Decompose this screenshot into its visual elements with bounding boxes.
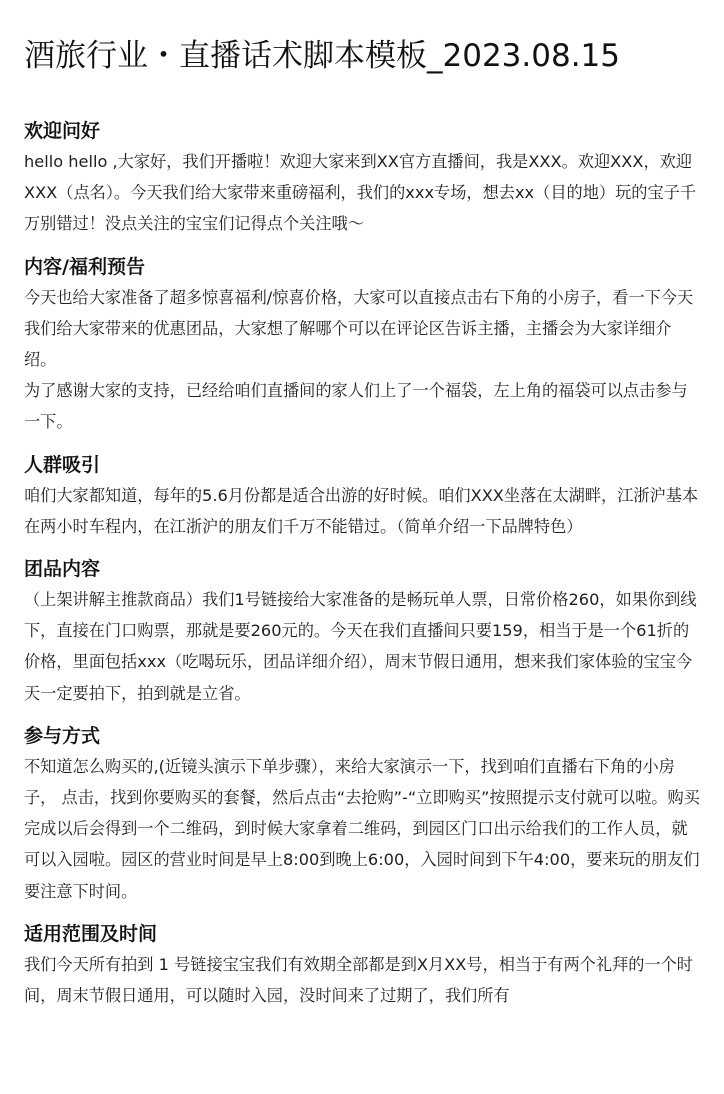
section-participation bbox=[24, 721, 700, 907]
section-product bbox=[24, 554, 700, 709]
section-heading: 团品内容 bbox=[24, 558, 101, 581]
document-title: 酒旅行业・直播话术脚本模板_2023.08.15 bbox=[24, 38, 620, 74]
section-welcome bbox=[24, 116, 700, 240]
section-preview bbox=[24, 252, 700, 438]
section-paragraph: （上架讲解主推款商品）我们1号链接给大家准备的是畅玩单人票，日常价格260，如果你到线下，直接在门口购票，那就是要260元的。今天在我们直播间只要159，相当于是一个61折的价格，里面包括xxx（吃喝玩乐，团品详细介绍），周末节假日通用，想来我们家体验的宝宝今天一定要拍下，拍到就是立省。 bbox=[24, 590, 697, 703]
script-sections bbox=[24, 116, 700, 1011]
section-paragraph: 为了感谢大家的支持，已经给咱们直播间的家人们上了一个福袋，左上角的福袋可以点击参与一下。 bbox=[24, 381, 688, 432]
section-paragraph: hello hello ,大家好，我们开播啦！欢迎大家来到XX官方直播间，我是XXX。欢迎XXX，欢迎XXX（点名）。今天我们给大家带来重磅福利，我们的xxx专场，想去xx（目的地）玩的宝子千万别错过！没点关注的宝宝们记得点个关注哦〜 bbox=[24, 152, 697, 234]
section-heading: 参与方式 bbox=[24, 724, 101, 747]
section-paragraph: 我们今天所有拍到 1 号链接宝宝我们有效期全部都是到X月XX号，相当于有两个礼拜的一个时间，周末节假日通用，可以随时入园，没时间来了过期了，我们所有 bbox=[24, 954, 693, 1006]
section-heading: 人群吸引 bbox=[24, 453, 101, 476]
section-heading: 欢迎问好 bbox=[24, 120, 101, 142]
section-paragraph: 今天也给大家准备了超多惊喜福利/惊喜价格，大家可以直接点击右下角的小房子，看一下今天我们给大家带来的优惠团品，大家想了解哪个可以在评论区告诉主播，主播会为大家详细介绍。 bbox=[24, 287, 694, 370]
section-heading: 内容/福利预告 bbox=[24, 255, 145, 278]
section-scope-time bbox=[24, 919, 700, 1011]
section-audience bbox=[24, 450, 700, 542]
section-paragraph: 不知道怎么购买的,(近镜头演示下单步骤），来给大家演示一下，找到咱们直播右下角的小房子， 点击，找到你要购买的套餐，然后点击“去抢购”-“立即购买”按照提示支付就可以啦。购买完成以后会得到一个二维码，到时候大家拿着二维码，到园区门口出示给我们的工作人员，就可以入园啦。园区的营业时间是早上8:00到晚上6:00，入园时间到下午4:00，要来玩的朋友们要注意下时间。 bbox=[24, 756, 700, 901]
section-paragraph: 咱们大家都知道，每年的5.6月份都是适合出游的好时候。咱们XXX坐落在太湖畔，江浙沪基本在两小时车程内，在江浙沪的朋友们千万不能错过。（简单介绍一下品牌特色） bbox=[24, 485, 699, 536]
section-heading: 适用范围及时间 bbox=[24, 922, 158, 945]
